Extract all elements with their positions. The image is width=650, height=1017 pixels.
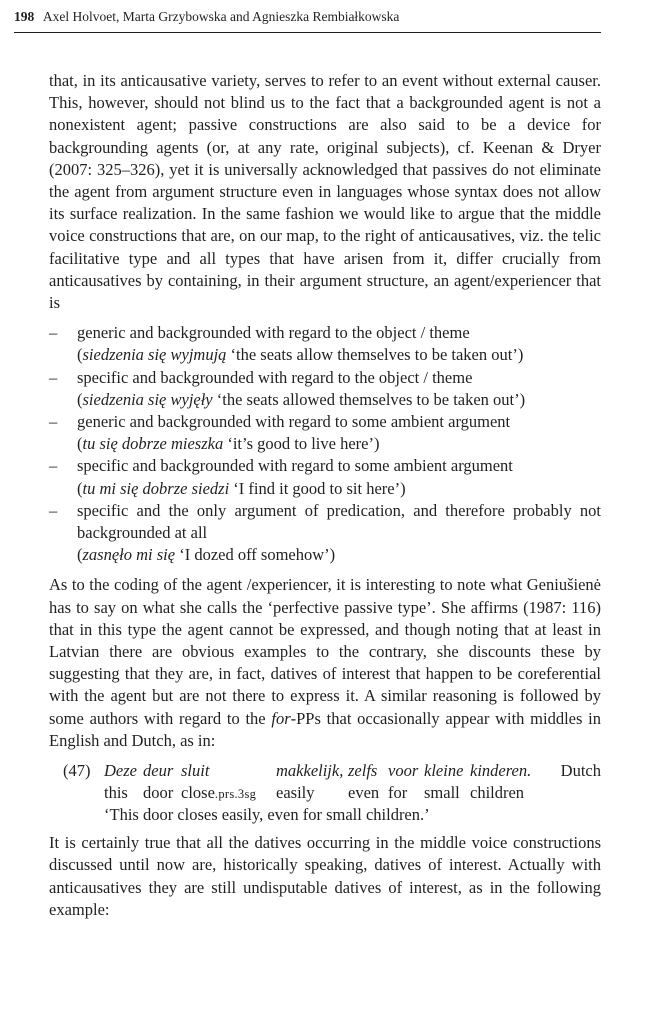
list-item <box>49 367 601 411</box>
example-italic: tu się dobrze mieszka <box>82 434 224 454</box>
list-item-text: generic and backgrounded with regard to some ambient argument <box>77 412 511 432</box>
example-open-paren: ( <box>77 545 83 565</box>
list-dash: – <box>49 500 58 520</box>
list-dash: – <box>49 367 58 387</box>
example-italic: zasnęło mi się <box>82 545 176 565</box>
example-translation: ‘This door closes easily, even for small children.’ <box>104 805 430 825</box>
example-gloss: ‘the seats allow themselves to be taken out’) <box>226 345 524 365</box>
list-item-example <box>77 478 601 500</box>
example-word: zelfs <box>348 761 378 781</box>
list-dash: – <box>49 323 58 343</box>
gloss-word: small <box>424 783 460 803</box>
gloss-word: easily <box>276 783 315 803</box>
example-gloss: ‘the seats allowed themselves to be taken out’) <box>212 389 526 409</box>
list-item <box>49 500 601 567</box>
example-open-paren: ( <box>77 478 83 498</box>
list-dash: – <box>49 456 58 476</box>
gloss-word: this <box>104 783 128 803</box>
example-word: deur <box>143 761 174 781</box>
list-item-text: specific and backgrounded with regard to some ambient argument <box>77 456 513 476</box>
list-item-example <box>77 344 601 366</box>
list-dash: – <box>49 412 58 432</box>
paragraph-2-after: -PPs that occasionally appear with middles in English and Dutch, as in: <box>49 708 601 750</box>
list-item-example <box>77 433 601 455</box>
gloss-word: even <box>348 783 380 803</box>
running-header-authors: Axel Holvoet, Marta Grzybowska and Agnieszka Rembiałkowska <box>42 9 400 24</box>
example-italic: siedzenia się wyjęły <box>82 389 213 409</box>
running-header <box>14 6 601 33</box>
example-italic: siedzenia się wyjmują <box>82 345 227 365</box>
list-item <box>49 411 601 455</box>
example-gloss: ‘it’s good to live here’) <box>223 434 380 454</box>
example-italic: tu mi się dobrze siedzi <box>82 478 230 498</box>
gloss-tag: .prs.3sg <box>214 787 257 802</box>
example-word: Deze <box>104 761 137 781</box>
list-item-text: specific and the only argument of predication, and therefore probably not backgrounded at all <box>77 500 601 543</box>
paragraph-2 <box>49 574 601 752</box>
example-gloss: ‘I find it good to sit here’) <box>229 478 406 498</box>
list-item <box>49 322 601 366</box>
gloss-stem: close <box>181 783 215 803</box>
example-word: voor <box>388 761 419 781</box>
gloss-word: for <box>388 783 408 803</box>
example-open-paren: ( <box>77 345 83 365</box>
paragraph-3: It is certainly true that all the datives occurring in the middle voice constructions discussed until now are, historically speaking, datives of interest. Actually with anticausatives they are still undisputable datives of interest, as in the following example: <box>49 833 601 919</box>
gloss-word: door <box>143 783 174 803</box>
paragraph-1: that, in its anticausative variety, serves to refer to an event without external causer. This, however, should not blind us to the fact that a backgrounded agent is not a nonexistent agent; passive constructions are also said to be a device for backgrounding agents (or, at any rate, original subjects), cf. Keenan & Dryer (2007: 325–326), yet it is universally acknowledged that passives do not eliminate the agent from argument structure even in languages whose syntax does not allow its surface realization. In the same fashion we would like to argue that the middle voice constructions that are, on our map, to the right of anticausatives, viz. the telic facilitative type and all types that have arisen from it, differ crucially from anticausatives by containing, in their argument structure, an agent/experiencer that is <box>49 71 601 313</box>
gloss-word <box>181 782 256 805</box>
example-word: kinderen. <box>470 761 532 781</box>
example-word: makkelijk, <box>276 761 344 781</box>
example-word: sluit <box>181 761 210 781</box>
interlinear-example <box>49 760 601 826</box>
list-item-text: generic and backgrounded with regard to the object / theme <box>77 323 470 343</box>
list-item-example <box>77 544 601 566</box>
gloss-word: children <box>470 783 525 803</box>
page-number: 198 <box>14 9 35 24</box>
example-open-paren: ( <box>77 434 83 454</box>
example-gloss: ‘I dozed off somehow’) <box>175 545 336 565</box>
list-item <box>49 455 601 499</box>
example-language: Dutch <box>560 761 601 781</box>
list-item-text: specific and backgrounded with regard to the object / theme <box>77 367 473 387</box>
example-number: (47) <box>63 761 91 781</box>
property-list <box>49 322 601 566</box>
example-open-paren: ( <box>77 389 83 409</box>
page-body <box>49 70 601 921</box>
paragraph-2-before: As to the coding of the agent /experiencer, it is interesting to note what Geniušienė has to say on what she calls the ‘perfective passive type’. She affirms (1987: 116) that in this type the agent cannot be expressed, and though noting that at least in Latvian there are obvious examples to the contrary, she discounts these by suggesting that they are, in fact, datives of interest that happen to be coreferential with the agent but are not there to express it. A similar reasoning is followed by some authors with regard to the <box>49 575 601 728</box>
paragraph-2-italic: for <box>271 708 291 728</box>
example-word: kleine <box>424 761 464 781</box>
list-item-example <box>77 389 601 411</box>
